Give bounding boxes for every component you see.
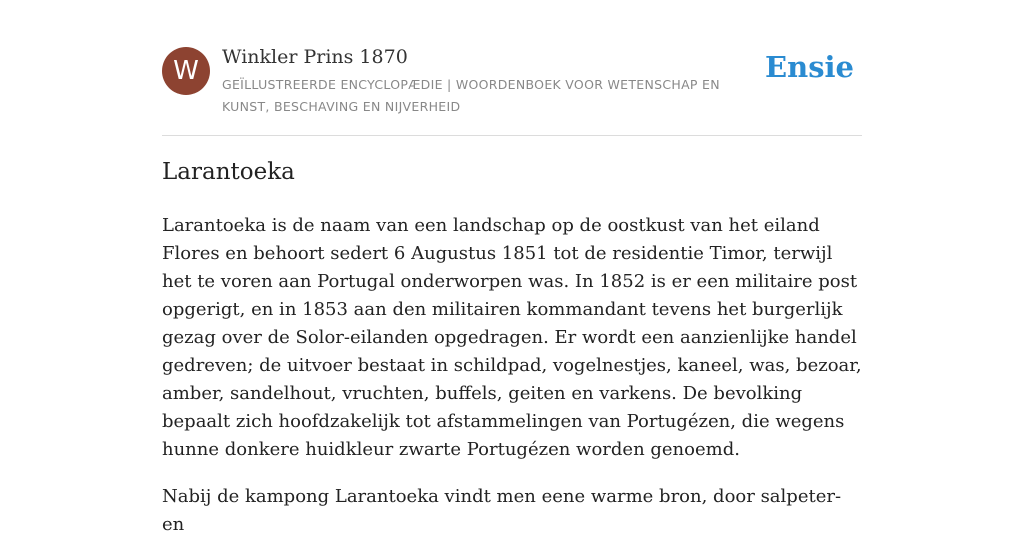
article-title: Larantoeka bbox=[162, 159, 295, 185]
source-header bbox=[162, 0, 862, 136]
ensie-logo[interactable]: Ensie bbox=[765, 50, 854, 84]
article-paragraph: Larantoeka is de naam van een landschap op de oostkust van het eiland Flores en behoort sedert 6 Augustus 1851 tot de residentie Timor, terwijl het te voren aan Portugal onderworpen was. In 1852 is er een militaire post opgerigt, en in 1853 aan den militairen kommandant tevens het burgerlijk gezag over de Solor-eilanden opgedragen. Er wordt een aanzienlijke handel gedreven; de uitvoer bestaat in schildpad, vogelnestjes, kaneel, was, bezoar, amber, sandelhout, vruchten, buffels, geiten en varkens. De bevolking bepaalt zich hoofdzakelijk tot afstammelingen van Portugézen, die wegens hunne donkere huidkleur zwarte Portugézen worden genoemd. bbox=[162, 215, 862, 460]
source-title-link[interactable]: Winkler Prins 1870 bbox=[222, 46, 408, 68]
article-page bbox=[162, 0, 862, 535]
source-avatar[interactable]: W bbox=[162, 47, 210, 95]
source-subtitle: GEÏLLUSTREERDE ENCYCLOPÆDIE | WOORDENBOEK VOOR WETENSCHAP EN KUNST, BESCHAVING EN NIJVERHEID bbox=[222, 77, 720, 114]
article-paragraph: Nabij de kampong Larantoeka vindt men eene warme bron, door salpeter- en bbox=[162, 486, 842, 535]
